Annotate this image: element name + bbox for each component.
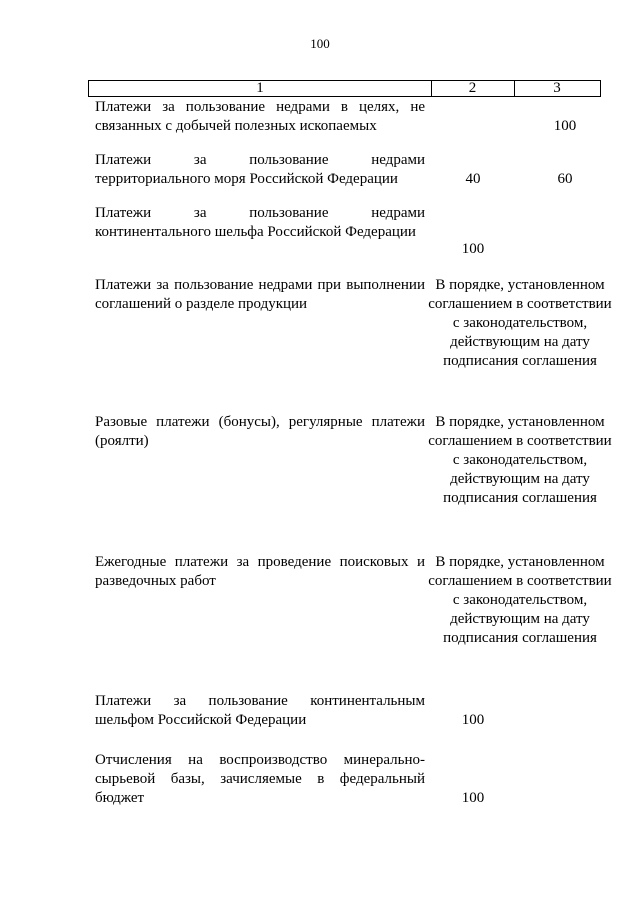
row-description: Платежи за пользование недрами территориального моря Российской Федерации [95,152,425,187]
row-col2-value: 100 [461,241,485,257]
table-row [95,151,425,189]
header-col-1: 1 [89,81,432,96]
table-row [95,553,425,591]
table-row [95,276,425,314]
row-description: Отчисления на воспроизводство минерально-сырьевой базы, зачисляемые в федеральный бюджет [95,752,425,806]
row-note: В порядке, установленном соглашением в соответствии с законодательством, действующим на дату подписания соглашения [428,414,612,506]
row-description: Ежегодные платежи за проведение поисковых и разведочных работ [95,554,425,589]
table-header-row [88,80,601,97]
row-col2-value: 100 [461,790,485,806]
table-row [95,413,425,451]
row-description: Платежи за пользование недрами континентального шельфа Российской Федерации [95,205,425,240]
row-note: В порядке, установленном соглашением в соответствии с законодательством, действующим на дату подписания соглашения [428,277,612,369]
table-row [95,692,425,730]
row-col3-value: 60 [557,171,573,187]
table-row [95,751,425,808]
table-row [95,98,425,136]
row-col2-value: 40 [465,171,481,187]
row-col2-value: 100 [461,712,485,728]
row-col3-value: 100 [553,118,577,134]
row-description: Платежи за пользование недрами при выполнении соглашений о разделе продукции [95,277,425,312]
row-note: В порядке, установленном соглашением в соответствии с законодательством, действующим на дату подписания соглашения [428,554,612,646]
row-description: Разовые платежи (бонусы), регулярные платежи (роялти) [95,414,425,449]
header-col-2: 2 [431,81,515,96]
table-row [95,204,425,242]
header-col-3: 3 [553,80,561,96]
row-description: Платежи за пользование континентальным шельфом Российской Федерации [95,693,425,728]
page-number: 100 [310,36,330,51]
row-description: Платежи за пользование недрами в целях, не связанных с добычей полезных ископаемых [95,99,425,134]
